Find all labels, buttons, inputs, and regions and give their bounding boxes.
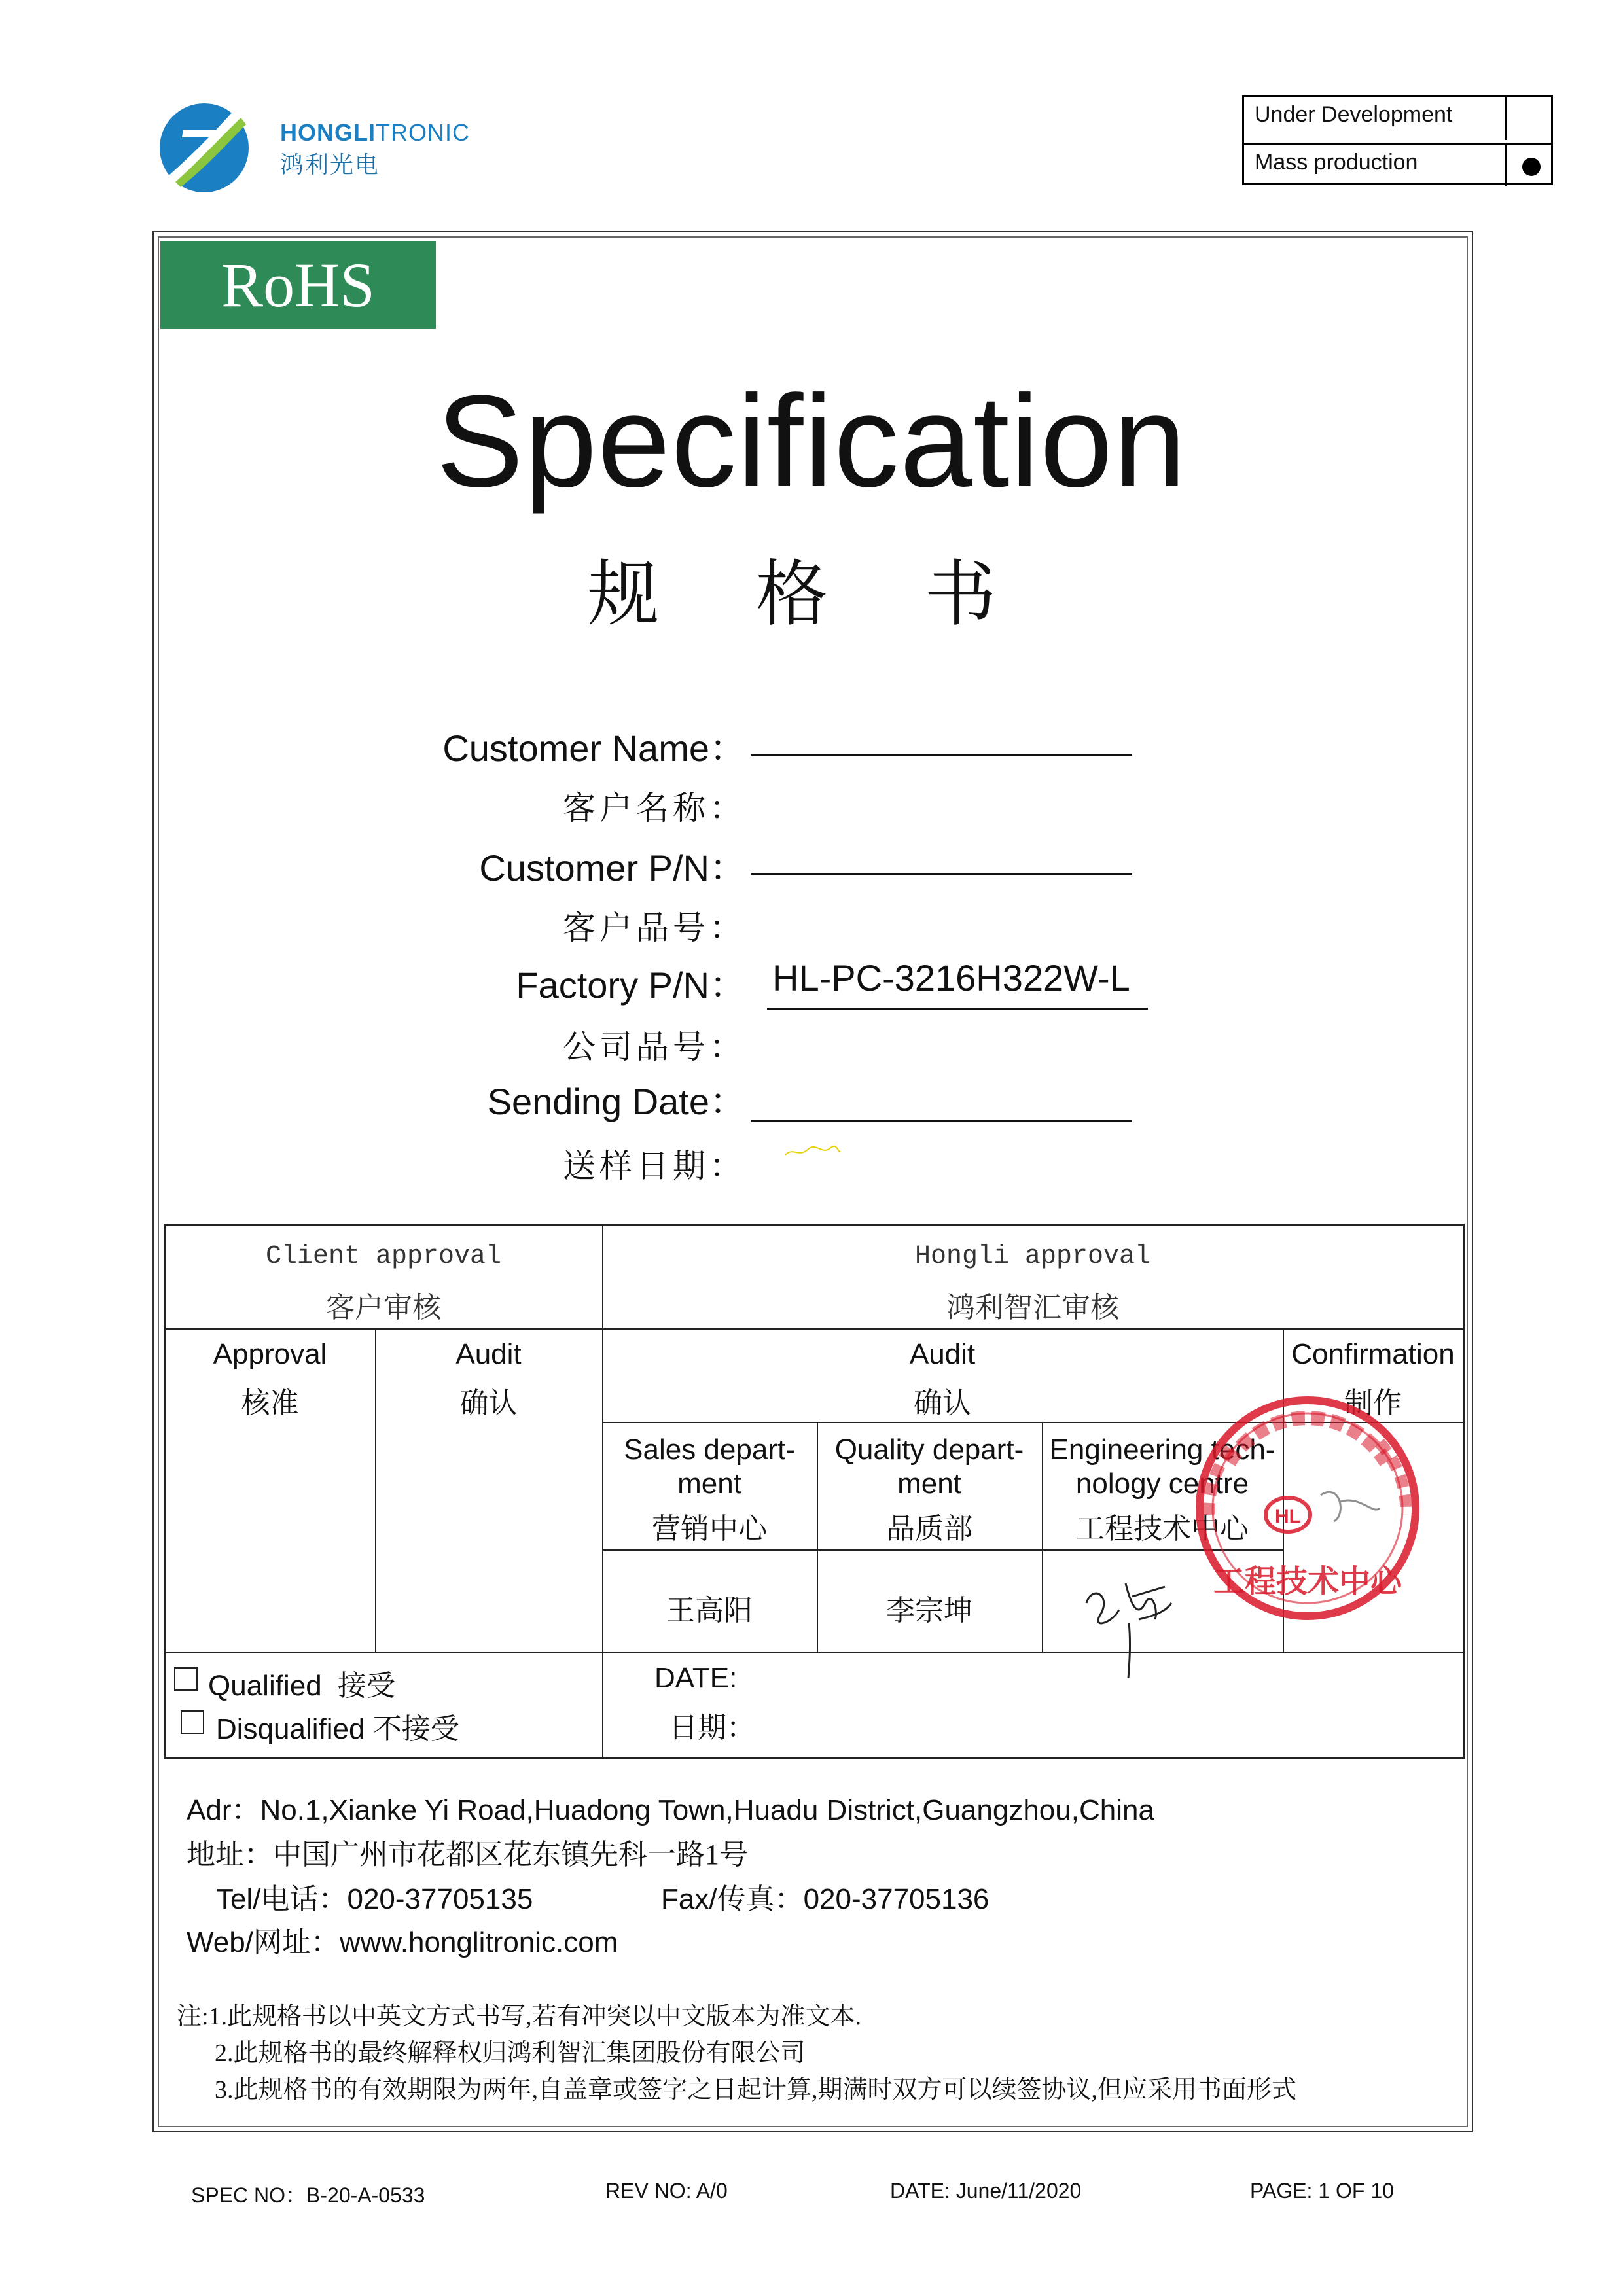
factory-pn-label-cn: 公司品号：: [563, 1029, 746, 1065]
approval-col-header: Approval: [213, 1338, 327, 1370]
logo-brand-bold: HONGLI: [280, 119, 376, 146]
spec-number: SPEC NO：B-20-A-0533: [191, 2183, 425, 2207]
logo-brand-cn: 鸿利光电: [280, 151, 380, 178]
sales-department-header: [602, 1433, 817, 1501]
hongli-audit-col-header-cn: 确认: [914, 1387, 971, 1419]
factory-pn-underline: [767, 1008, 1148, 1010]
website-link[interactable]: Web/网址：www.honglitronic.com: [187, 1926, 618, 1958]
svg-text:工程技术中心: 工程技术中心: [1213, 1563, 1402, 1600]
logo-brand-light: TRONIC: [376, 119, 470, 146]
hongli-approval-header-cn: 鸿利智汇审核: [946, 1292, 1119, 1324]
quality-signer: 李宗坤: [886, 1595, 972, 1627]
customer-name-label: Customer Name：: [442, 728, 746, 769]
page-title-cn: 规 格 书: [587, 555, 1036, 635]
status-under-development: [1244, 97, 1551, 140]
rohs-badge: RoHS: [160, 241, 436, 329]
sending-date-field[interactable]: [751, 1120, 1132, 1122]
page-title: Specification: [436, 368, 1187, 514]
table-divider: [602, 1549, 1283, 1551]
page-footer: [0, 2179, 1623, 2218]
note-2: 2.此规格书的最终解释权归鸿利智汇集团股份有限公司: [215, 2040, 806, 2067]
table-divider: [165, 1652, 1463, 1653]
confirmation-col-header: Confirmation: [1291, 1338, 1455, 1370]
page-number: PAGE: 1 OF 10: [1250, 2179, 1394, 2202]
disqualified-checkbox[interactable]: [181, 1710, 204, 1734]
svg-text:HL: HL: [1275, 1506, 1301, 1527]
client-audit-col-header-cn: 确认: [459, 1387, 518, 1419]
date-label-cn: 日期：: [669, 1712, 755, 1744]
engineering-centre-header-cn: 工程技术中心: [1076, 1513, 1249, 1545]
telephone: Tel/电话：020-37705135: [216, 1883, 533, 1915]
sending-date-label-cn: 送样日期：: [563, 1148, 746, 1184]
status-label: Mass production: [1255, 150, 1418, 175]
qualified-label-cn: 接受: [337, 1670, 395, 1702]
hongli-approval-header: Hongli approval: [914, 1242, 1151, 1271]
company-logo: [157, 98, 497, 196]
confirmation-col-header-cn: 制作: [1344, 1387, 1402, 1419]
hongli-audit-col-header: Audit: [909, 1338, 976, 1370]
company-seal-stamp: [1183, 1384, 1432, 1633]
customer-name-field[interactable]: [751, 754, 1132, 756]
factory-pn-label: Factory P/N：: [516, 964, 746, 1006]
client-approval-header-cn: 客户审核: [326, 1292, 441, 1324]
filled-dot-icon: [1522, 158, 1541, 176]
quality-department-line1: Quality depart-: [834, 1434, 1024, 1466]
quality-department-header: [817, 1433, 1042, 1501]
client-audit-col-header: Audit: [455, 1338, 522, 1370]
disqualified-label-en: Disqualified: [216, 1713, 365, 1745]
customer-name-label-cn: 客户名称：: [563, 790, 746, 826]
customer-pn-label: Customer P/N：: [479, 847, 746, 889]
faint-scribble-icon: [783, 1142, 842, 1161]
sales-department-header-cn: 营销中心: [652, 1513, 767, 1545]
client-approval-header: Client approval: [265, 1242, 502, 1271]
address-en: Adr：No.1,Xianke Yi Road,Huadong Town,Huadu District,Guangzhou,China: [187, 1794, 1154, 1826]
status-box: [1242, 95, 1553, 185]
customer-pn-field[interactable]: [751, 873, 1132, 875]
table-divider: [375, 1328, 376, 1652]
logo-mark-icon: [157, 98, 255, 196]
status-label: Under Development: [1255, 102, 1453, 127]
sales-department-line1: Sales depart-: [624, 1434, 795, 1466]
quality-department-line2: ment: [897, 1468, 961, 1500]
status-mass-production: [1244, 143, 1551, 186]
qualified-checkbox[interactable]: [174, 1667, 198, 1691]
logo-brand: [280, 119, 470, 147]
document-date: DATE: June/11/2020: [890, 2179, 1082, 2202]
status-mark-selected[interactable]: [1505, 145, 1553, 186]
disqualified-label-cn: 不接受: [372, 1713, 459, 1745]
sales-signer: 王高阳: [666, 1595, 753, 1627]
date-label: DATE:: [654, 1662, 738, 1694]
faint-mark: [783, 1142, 842, 1165]
disqualified-label: [216, 1705, 459, 1747]
fax: Fax/传真：020-37705136: [661, 1883, 990, 1915]
customer-pn-label-cn: 客户品号：: [563, 910, 746, 946]
sending-date-label: Sending Date：: [487, 1081, 746, 1122]
revision-number: REV NO: A/0: [605, 2179, 728, 2202]
engineering-centre-line1: Engineering tech-: [1049, 1434, 1275, 1466]
address-cn: 地址：中国广州市花都区花东镇先科一路1号: [187, 1839, 748, 1871]
sales-department-line2: ment: [677, 1468, 741, 1500]
approval-col-header-cn: 核准: [241, 1387, 299, 1419]
engineering-centre-line2: nology centre: [1075, 1468, 1249, 1500]
note-3: 3.此规格书的有效期限为两年,自盖章或签字之日起计算,期满时双方可以续签协议,但应采用书面形式: [215, 2076, 1297, 2104]
factory-pn-value: HL-PC-3216H322W-L: [772, 957, 1130, 998]
table-divider: [165, 1328, 1463, 1330]
qualified-label-en: Qualified: [208, 1670, 322, 1702]
qualified-label: [208, 1662, 395, 1704]
note-1: 注:1.此规格书以中英文方式书写,若有冲突以中文版本为准文本.: [177, 2003, 862, 2030]
status-mark-empty[interactable]: [1505, 97, 1553, 140]
quality-department-header-cn: 品质部: [886, 1513, 972, 1545]
